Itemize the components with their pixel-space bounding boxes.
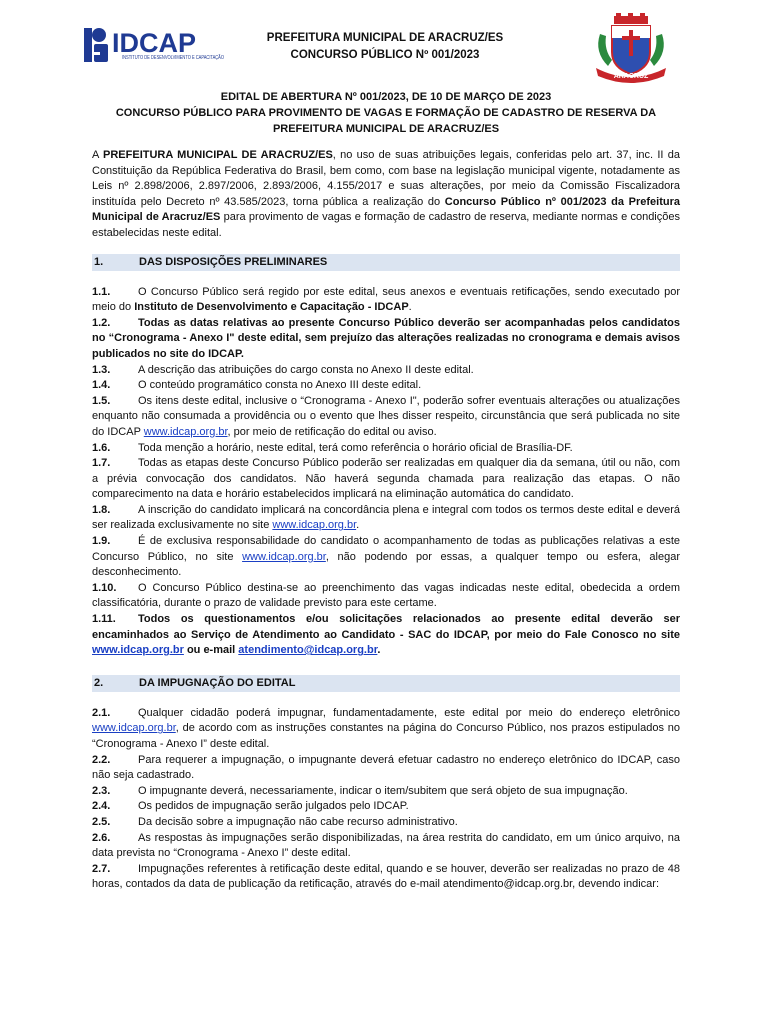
header-line-1: PREFEITURA MUNICIPAL DE ARACRUZ/ES	[266, 32, 504, 44]
item-number: 2.6.	[92, 831, 111, 844]
item-text: As respostas às impugnações serão disponibilizadas, na área restrita do candidato, em um único arquivo, na data prevista no “Cronograma - Anexo I” deste edital.	[92, 831, 680, 860]
item-2-2	[92, 753, 680, 784]
intro-bold-concurso: Concurso Público nº 001/2023 da Prefeitura Municipal de Aracruz/ES	[92, 195, 680, 224]
idcap-site-link[interactable]: www.idcap.org.br	[143, 425, 228, 438]
item-1-2	[92, 316, 680, 363]
section-number: 2.	[94, 676, 104, 689]
header-title	[230, 30, 540, 64]
item-bold-text: .	[377, 644, 381, 657]
item-number: 1.1.	[92, 285, 111, 298]
item-text: , não podendo por essas, a qualquer tempo ou esfera, alegar desconhecimento.	[92, 550, 680, 579]
item-number: 1.9.	[92, 535, 111, 548]
item-bold-text: Todos os questionamentos e/ou solicitações relacionados ao presente edital deverão ser encaminhados ao Serviço de Atendimento ao Candidato - SAC do IDCAP, por meio do Fale Conosco no site	[92, 613, 680, 641]
title-line-2: CONCURSO PÚBLICO PARA PROVIMENTO DE VAGAS E FORMAÇÃO DE CADASTRO DE RESERVA DA	[115, 107, 657, 119]
intro-text: para provimento de vagas e formação de cadastro de reserva, mediante normas e condições estabelecidas neste edital.	[92, 211, 680, 239]
item-1-10	[92, 581, 680, 612]
document-header	[0, 0, 770, 90]
logo-text: IDCAP	[112, 28, 197, 58]
item-text: O Concurso Público destina-se ao preenchimento das vagas indicadas neste edital, obedecida a ordem classificatória, durante o prazo de validade previsto para este certame.	[92, 581, 680, 610]
item-number: 1.5.	[92, 394, 111, 407]
item-number: 1.3.	[92, 363, 111, 376]
intro-text: A	[92, 149, 104, 161]
item-text: Impugnações referentes à retificação deste edital, quando e se houver, deverão ser realizadas no prazo de 48 horas, contados da data de publicação da retificação, através do e-mail atendimento@idcap.org.br, devendo indicar:	[92, 862, 680, 891]
item-1-8	[92, 503, 680, 534]
crest-shield-icon	[590, 12, 672, 84]
item-number: 2.7.	[92, 862, 111, 875]
item-2-4	[92, 799, 680, 815]
item-2-3	[92, 784, 680, 800]
item-1-6	[92, 441, 680, 457]
item-number: 2.2.	[92, 753, 111, 766]
item-number: 2.4.	[92, 800, 111, 813]
header-line-2: CONCURSO PÚBLICO Nº 001/2023	[290, 49, 480, 61]
item-number: 2.1.	[92, 706, 111, 719]
item-text: A inscrição do candidato implicará na concordância plena e integral com todos os termos deste edital e deverá ser realizada exclusivamente no site	[92, 503, 680, 532]
item-number: 1.2.	[92, 316, 111, 329]
item-2-1	[92, 706, 680, 753]
item-bold-text: Todas as datas relativas ao presente Concurso Público deverão ser acompanhadas pelos candidatos no “Cronograma - Anexo I" deste edital, sem prejuízo das alterações realizadas no cronograma e demais avisos publicados no site do IDCAP.	[92, 316, 680, 360]
item-1-7	[92, 456, 680, 503]
item-text: , por meio de retificação do edital ou aviso.	[227, 425, 437, 438]
item-1-11	[92, 612, 680, 659]
item-number: 1.11.	[92, 613, 116, 626]
item-text: Os itens deste edital, inclusive o “Cronograma - Anexo I", poderão sofrer eventuais alterações ou atualizações enquanto não consumada a providência ou o evento que lhes disser respeito, circunstância que será publicada no site do IDCAP	[92, 394, 680, 438]
title-line-3: PREFEITURA MUNICIPAL DE ARACRUZ/ES	[272, 123, 500, 135]
item-text: É de exclusiva responsabilidade do candidato o acompanhamento de todas as publicações relativas a este Concurso Público, no site	[92, 535, 680, 563]
crest-label: ARACRUZ	[613, 73, 649, 80]
item-text: Para requerer a impugnação, o impugnante deverá efetuar cadastro no endereço eletrônico do IDCAP, caso não seja cadastrado.	[92, 753, 680, 782]
item-text: O conteúdo programático consta no Anexo III deste edital.	[138, 379, 422, 392]
edital-title	[92, 89, 680, 137]
item-number: 1.4.	[92, 379, 111, 392]
item-2-7	[92, 862, 680, 893]
item-number: 1.8.	[92, 503, 111, 516]
item-text: Qualquer cidadão poderá impugnar, fundamentadamente, este edital por meio do endereço eletrônico	[138, 706, 680, 719]
item-number: 2.5.	[92, 815, 111, 828]
item-bold-text: ou e-mail	[183, 644, 239, 657]
idcap-logo	[82, 24, 264, 68]
idcap-logo-mark	[82, 24, 264, 68]
item-1-4	[92, 378, 680, 394]
item-text: , de acordo com as instruções constantes na página do Concurso Público, nos prazos estipulados no “Cronograma - Anexo I” deste edital.	[92, 722, 680, 750]
item-text: Os pedidos de impugnação serão julgados pelo IDCAP.	[138, 800, 409, 813]
title-line-1: EDITAL DE ABERTURA Nº 001/2023, DE 10 DE MARÇO DE 2023	[220, 91, 552, 103]
email-link[interactable]: atendimento@idcap.org.br	[238, 644, 378, 657]
item-1-3	[92, 363, 680, 379]
item-number: 1.6.	[92, 441, 111, 454]
item-number: 1.7.	[92, 457, 111, 470]
item-1-1	[92, 285, 680, 316]
idcap-site-link[interactable]: www.idcap.org.br	[272, 519, 357, 532]
item-text: .	[408, 301, 412, 314]
item-text: O Concurso Público será regido por este edital, seus anexos e eventuais retificações, sendo executado por meio do	[92, 285, 680, 314]
item-text: Toda menção a horário, neste edital, terá como referência o horário oficial de Brasília-DF.	[138, 441, 573, 454]
section-title: DA IMPUGNAÇÃO DO EDITAL	[139, 676, 296, 689]
logo-subtitle: INSTITUTO DE DESENVOLVIMENTO E CAPACITAÇÃO	[122, 55, 264, 61]
item-text: A descrição das atribuições do cargo consta no Anexo II deste edital.	[138, 363, 474, 376]
intro-text: , no uso de suas atribuições legais, conferidas pelo art. 37, inc. II da Constituição da República Federativa do Brasil, bem como, com base na legislação municipal vigente, notadamente as Leis nº 2.898/2006, 2.897/2006, 2.893/2006, 4.155/2017 e suas alterações, por meio da Comissão Fiscalizadora instituída pelo Decreto nº 43.585/2023, torna pública a realização do	[92, 149, 680, 208]
item-text: .	[356, 519, 360, 532]
section-1-heading	[92, 254, 680, 271]
idcap-site-link[interactable]: www.idcap.org.br	[242, 550, 326, 563]
item-2-6	[92, 831, 680, 862]
item-number: 1.10.	[92, 581, 117, 594]
item-bold-text: Instituto de Desenvolvimento e Capacitação - IDCAP	[134, 301, 409, 314]
section-number: 1.	[94, 255, 104, 268]
section-2-heading	[92, 675, 680, 692]
section-title: DAS DISPOSIÇÕES PRELIMINARES	[139, 255, 328, 268]
item-text: Da decisão sobre a impugnação não cabe recurso administrativo.	[138, 815, 458, 828]
item-1-5	[92, 394, 680, 441]
item-2-5	[92, 815, 680, 831]
item-1-9	[92, 534, 680, 581]
document-body	[92, 148, 680, 893]
aracruz-crest	[590, 12, 672, 84]
item-number: 2.3.	[92, 784, 111, 797]
item-text: O impugnante deverá, necessariamente, indicar o item/subitem que será objeto de sua impugnação.	[138, 784, 628, 797]
intro-bold-prefeitura: PREFEITURA MUNICIPAL DE ARACRUZ/ES	[103, 149, 333, 161]
intro-paragraph	[92, 148, 680, 242]
idcap-site-link[interactable]: www.idcap.org.br	[92, 722, 176, 735]
idcap-site-link[interactable]: www.idcap.org.br	[92, 644, 184, 657]
item-text: Todas as etapas deste Concurso Público poderão ser realizadas em qualquer dia da semana, útil ou não, com a prévia convocação dos candidatos. Não haverá segunda chamada para realização das etapas. O não comparecimento na data e horário estabelecidos implicará na eliminação automática do candidato.	[92, 457, 680, 501]
